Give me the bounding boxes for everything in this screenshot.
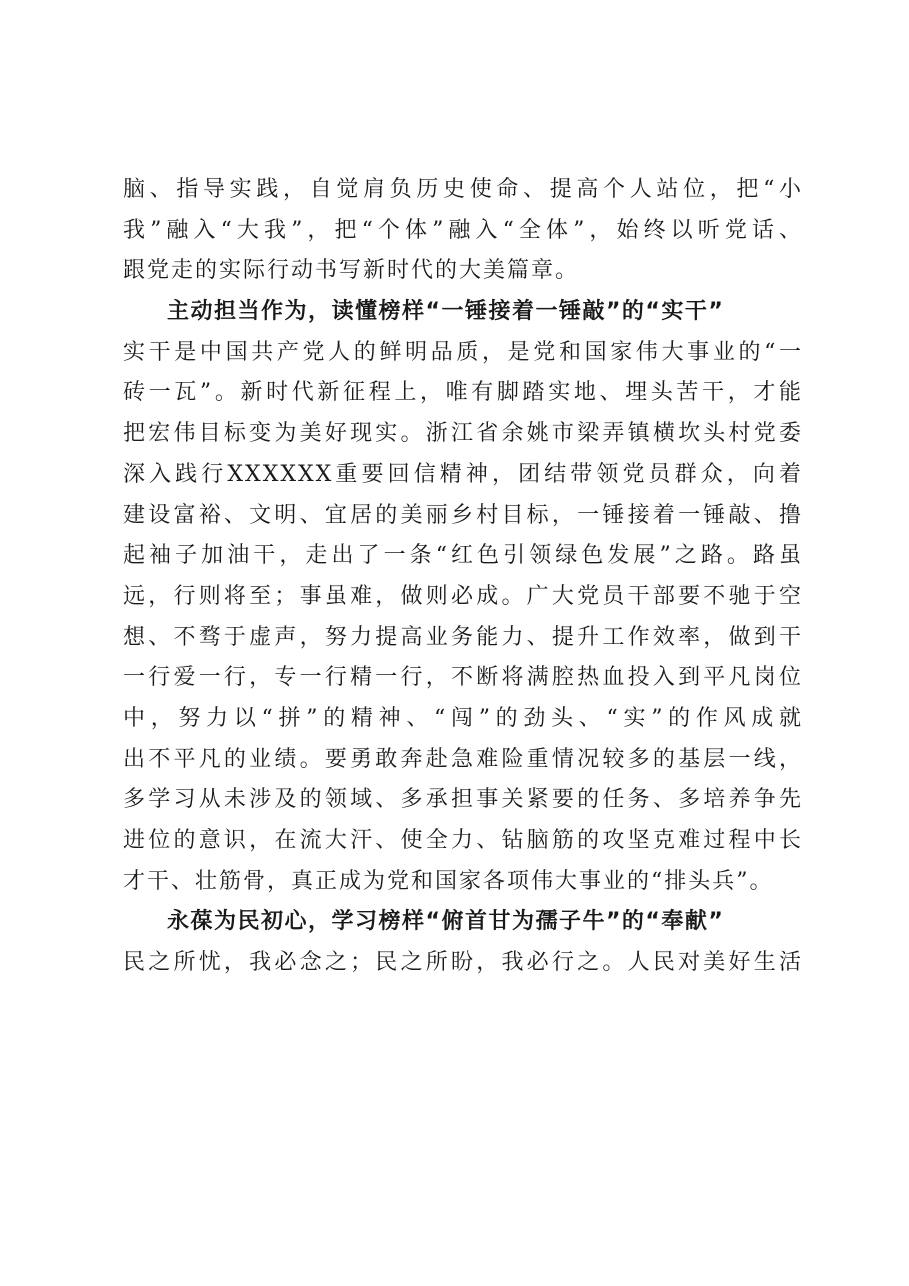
text-line: 建设富裕、文明、宜居的美丽乡村目标，一锤接着一锤敲、撸	[123, 502, 803, 528]
text-line: 进位的意识，在流大汗、使全力、钻脑筋的攻坚克难过程中长	[123, 828, 803, 853]
text-line: 中，努力以“拼”的精神、“闯”的劲头、“实”的作风成就	[123, 705, 803, 731]
text-line: 脑、指导实践，自觉肩负历史使命、提高个人站位，把“小	[123, 177, 803, 202]
text-line: 远，行则将至；事虽难，做则必成。广大党员干部要不驰于空	[123, 583, 803, 609]
text-line: 多学习从未涉及的领域、多承担事关紧要的任务、多培养争先	[123, 787, 803, 813]
text-line: 出不平凡的业绩。要勇敢奔赴急难险重情况较多的基层一线，	[123, 746, 803, 772]
text-line: 把宏伟目标变为美好现实。浙江省余姚市梁弄镇横坎头村党委	[123, 421, 803, 447]
paragraph	[123, 943, 803, 984]
text-line: 跟党走的实际行动书写新时代的大美篇章。	[123, 258, 580, 284]
text-line: 才干、壮筋骨，真正成为党和国家各项伟大事业的“排头兵”。	[123, 868, 774, 894]
paragraph	[123, 333, 803, 903]
section-heading: 主动担当作为，读懂榜样“一锤接着一锤敲”的“实干”	[167, 299, 725, 325]
paragraph	[123, 170, 803, 292]
document-body	[123, 170, 803, 984]
text-line: 一行爱一行，专一行精一行，不断将满腔热血投入到平凡岗位	[123, 665, 803, 691]
section-heading: 永葆为民初心，学习榜样“俯首甘为孺子牛”的“奉献”	[167, 909, 725, 935]
text-line: 深入践行XXXXXX重要回信精神，团结带领党员群众，向着	[123, 461, 803, 487]
text-line: 我”融入“大我”，把“个体”融入“全体”，始终以听党话、	[123, 217, 803, 243]
text-line: 想、不骛于虚声，努力提高业务能力、提升工作效率，做到干	[123, 624, 803, 650]
text-line: 起袖子加油干，走出了一条“红色引领绿色发展”之路。路虽	[123, 543, 803, 569]
text-line: 实干是中国共产党人的鲜明品质，是党和国家伟大事业的“一	[123, 339, 803, 365]
text-line: 砖一瓦”。新时代新征程上，唯有脚踏实地、埋头苦干，才能	[123, 380, 803, 406]
text-line: 民之所忧，我必念之；民之所盼，我必行之。人民对美好生活	[123, 950, 803, 976]
